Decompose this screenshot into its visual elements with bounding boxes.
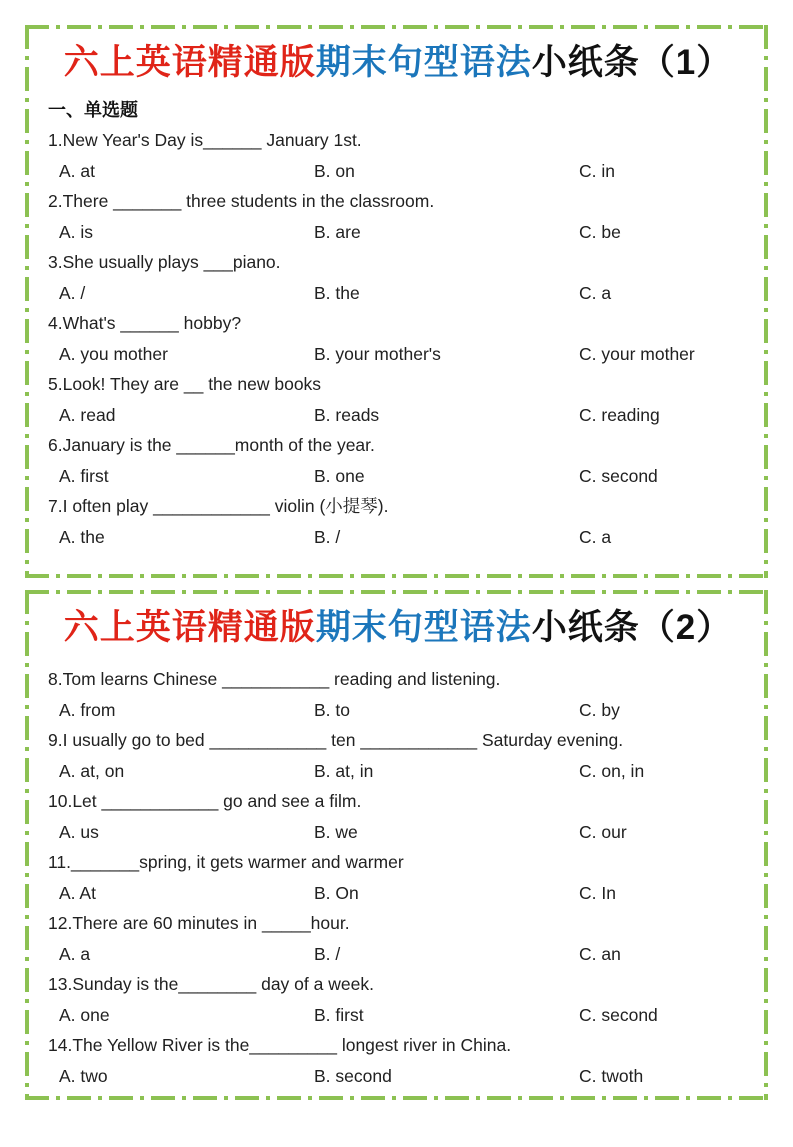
option-c: C. be xyxy=(579,221,621,242)
option-row xyxy=(48,461,748,492)
option-a: A. you mother xyxy=(59,343,168,364)
option-a: A. read xyxy=(59,404,116,425)
question-text: 8.Tom learns Chinese ___________ reading and listening. xyxy=(48,669,501,689)
question-text: 2.There _______ three students in the classroom. xyxy=(48,191,435,211)
option-c: C. your mother xyxy=(579,343,695,364)
option-b: B. / xyxy=(314,943,341,964)
option-b: B. first xyxy=(314,1004,364,1025)
dashed-border-right xyxy=(764,25,768,578)
option-row xyxy=(48,339,748,370)
dashed-border-left xyxy=(25,25,29,578)
option-row xyxy=(48,278,748,309)
dashed-border-left xyxy=(25,590,29,1100)
option-b: B. on xyxy=(314,160,355,181)
option-row xyxy=(48,817,748,848)
option-c: C. a xyxy=(579,282,612,303)
option-b: B. we xyxy=(314,821,358,842)
card-1-title xyxy=(48,41,748,85)
question-text: 13.Sunday is the________ day of a week. xyxy=(48,974,374,994)
dashed-border-top xyxy=(25,25,768,29)
option-row xyxy=(48,217,748,248)
option-a: A. at xyxy=(59,160,95,181)
option-c: C. twoth xyxy=(579,1065,644,1086)
option-a: A. two xyxy=(59,1065,108,1086)
question-block xyxy=(48,969,748,1030)
title-red-part: 六上英语精通版 xyxy=(63,608,316,647)
option-b: B. / xyxy=(314,526,341,547)
question-text: 6.January is the ______month of the year. xyxy=(48,435,375,455)
question-block xyxy=(48,725,748,786)
worksheet-page xyxy=(0,25,793,1147)
option-c: C. In xyxy=(579,882,616,903)
option-a: A. one xyxy=(59,1004,110,1025)
option-c: C. reading xyxy=(579,404,660,425)
option-b: B. second xyxy=(314,1065,392,1086)
question-block xyxy=(48,664,748,725)
option-row xyxy=(48,878,748,909)
option-b: B. one xyxy=(314,465,365,486)
option-a: A. from xyxy=(59,699,116,720)
dashed-border-top xyxy=(25,590,768,594)
question-block xyxy=(48,125,748,186)
question-text: 14.The Yellow River is the_________ longest river in China. xyxy=(48,1035,512,1055)
option-row xyxy=(48,1000,748,1031)
option-a: A. / xyxy=(59,282,86,303)
question-block xyxy=(48,247,748,308)
dashed-border-bottom xyxy=(25,574,768,578)
section-heading-single-choice: 一、单选题 xyxy=(48,100,138,120)
option-c: C. an xyxy=(579,943,621,964)
option-b: B. reads xyxy=(314,404,380,425)
option-c: C. a xyxy=(579,526,612,547)
option-c: C. second xyxy=(579,465,658,486)
option-a: A. us xyxy=(59,821,99,842)
option-b: B. On xyxy=(314,882,359,903)
card-2-title xyxy=(48,606,748,650)
question-text: 11._______spring, it gets warmer and warmer xyxy=(48,852,404,872)
worksheet-card-1 xyxy=(25,25,768,578)
question-text: 5.Look! They are __ the new books xyxy=(48,374,322,394)
question-text: 10.Let ____________ go and see a film. xyxy=(48,791,362,811)
question-block xyxy=(48,308,748,369)
question-text: 7.I often play ____________ violin (小提琴). xyxy=(48,496,389,516)
title-black-part: 小纸条（2） xyxy=(531,608,733,647)
option-b: B. your mother's xyxy=(314,343,441,364)
option-row xyxy=(48,400,748,431)
title-black-part: 小纸条（1） xyxy=(531,43,733,82)
option-c: C. second xyxy=(579,1004,658,1025)
option-b: B. at, in xyxy=(314,760,374,781)
option-b: B. the xyxy=(314,282,360,303)
option-row xyxy=(48,939,748,970)
title-red-part: 六上英语精通版 xyxy=(63,43,316,82)
question-block xyxy=(48,847,748,908)
option-c: C. in xyxy=(579,160,615,181)
question-block xyxy=(48,491,748,552)
question-block xyxy=(48,369,748,430)
question-block xyxy=(48,786,748,847)
question-block xyxy=(48,430,748,491)
option-a: A. the xyxy=(59,526,105,547)
option-a: A. is xyxy=(59,221,94,242)
option-a: A. at, on xyxy=(59,760,125,781)
question-text: 12.There are 60 minutes in _____hour. xyxy=(48,913,350,933)
question-text: 4.What's ______ hobby? xyxy=(48,313,242,333)
option-c: C. by xyxy=(579,699,620,720)
option-c: C. our xyxy=(579,821,627,842)
question-text: 1.New Year's Day is______ January 1st. xyxy=(48,130,362,150)
question-block xyxy=(48,1030,748,1091)
question-text: 3.She usually plays ___piano. xyxy=(48,252,281,272)
option-a: A. first xyxy=(59,465,109,486)
dashed-border-right xyxy=(764,590,768,1100)
title-blue-part: 期末句型语法 xyxy=(315,608,532,647)
option-a: A. a xyxy=(59,943,91,964)
worksheet-card-2 xyxy=(25,590,768,1100)
dashed-border-bottom xyxy=(25,1096,768,1100)
option-row xyxy=(48,695,748,726)
option-c: C. on, in xyxy=(579,760,645,781)
option-a: A. At xyxy=(59,882,96,903)
option-row xyxy=(48,756,748,787)
option-row xyxy=(48,156,748,187)
title-blue-part: 期末句型语法 xyxy=(315,43,532,82)
question-block xyxy=(48,908,748,969)
option-b: B. to xyxy=(314,699,350,720)
option-row xyxy=(48,522,748,553)
option-b: B. are xyxy=(314,221,361,242)
question-text: 9.I usually go to bed ____________ ten ____________ Saturday evening. xyxy=(48,730,624,750)
option-row xyxy=(48,1061,748,1092)
question-block xyxy=(48,186,748,247)
